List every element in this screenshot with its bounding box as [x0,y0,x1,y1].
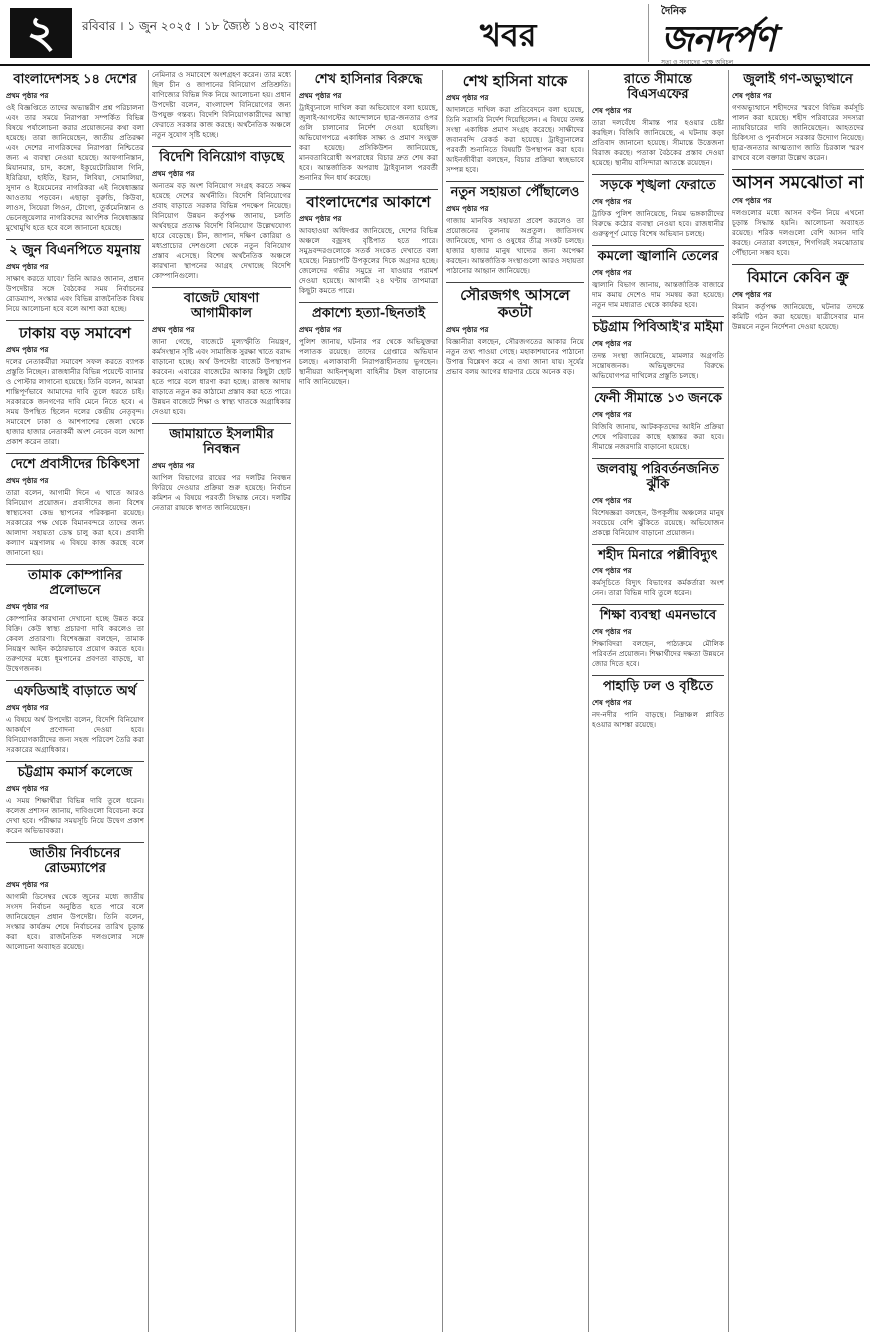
article-kicker: শেষ পৃষ্ঠার পর [592,628,632,637]
article-body: পুলিশ জানায়, ঘটনার পর থেকে অভিযুক্তরা পলাতক রয়েছে। তাদের গ্রেপ্তারে অভিযান চলছে। এলাকাবাসী নিরাপত্তাহীনতায় ভুগছেন। স্থানীয়রা আইনশৃঙ্খলা বাহিনীর টহল বাড়ানোর দাবি জানিয়েছেন। [299,337,438,387]
article-divider [6,320,144,321]
column-2 [152,70,291,1335]
article-kicker: প্রথম পৃষ্ঠার পর [299,326,342,335]
news-article [592,179,724,239]
column-rule [148,70,149,1332]
article-divider [6,564,144,565]
article-kicker: প্রথম পৃষ্ঠার পর [446,94,489,103]
news-article [592,392,724,452]
article-kicker: প্রথম পৃষ্ঠার পর [6,262,49,271]
article-body: অন্যতম বড় অংশ বিনিয়োগ সংগ্রহ করতে সক্ষম হয়েছে দেশের অর্থনীতি। বিদেশি বিনিয়োগের প্রবাহ বাড়াতে সরকার বিভিন্ন পদক্ষেপ নিয়েছে। বিনিয়োগ উন্নয়ন কর্তৃপক্ষ জানায়, চলতি অর্থবছরে প্রত্যক্ষ বিদেশি বিনিয়োগ উল্লেখযোগ্য হারে বেড়েছে। চীন, জাপান, দক্ষিণ কোরিয়া ও মধ্যপ্রাচ্যের দেশগুলো থেকে নতুন বিনিয়োগ প্রস্তাব এসেছে। বিশেষ অর্থনৈতিক অঞ্চলে কারখানা স্থাপনের আগ্রহ দেখাচ্ছে বিদেশি কোম্পানিগুলো। [152,180,291,280]
article-divider [592,174,724,175]
article-divider [592,387,724,388]
article-divider [446,282,584,283]
article-body: এ বিষয়ে অর্থ উপদেষ্টা বলেন, বিদেশি বিনিয়োগ আকর্ষণে প্রণোদনা দেওয়া হবে। বিনিয়োগকারীদের জন্য সহজ পরিবেশ তৈরি করা সরকারের অগ্রাধিকার। [6,714,144,754]
news-article [446,73,584,175]
article-headline[interactable]: রাতে সীমান্তে বিএসএফের [624,72,692,102]
logo-tag: সত্য ও সংবাদের পক্ষে অবিচল [661,59,734,66]
article-kicker: প্রথম পৃষ্ঠার পর [6,477,49,486]
news-article [152,428,291,513]
article-body: নেমিনার ও সমাবেশে অংশগ্রহণ করেন। তার মধ্যে ছিল চীন ও জাপানের বিনিয়োগ প্রতিশ্রুতি। বাণিজ্যের বিভিন্ন দিক নিয়ে আলোচনা হয়। প্রধান উপদেষ্টা বলেন, বাংলাদেশ বিনিয়োগের জন্য উপযুক্ত গন্তব্য। বিদেশি বিনিয়োগকারীদের আস্থা ফেরাতে সরকার কাজ করছে। অর্থনৈতিক অঞ্চলে নতুন সুযোগ সৃষ্টি হচ্ছে। [152,70,291,139]
article-headline[interactable]: ঢাকায় বড় সমাবেশ [19,323,131,342]
news-article [152,292,291,417]
article-kicker: শেষ পৃষ্ঠার পর [592,410,632,419]
article-kicker: প্রথম পৃষ্ঠার পর [152,461,195,470]
article-headline[interactable]: সৌরজগৎ আসলে কতটা [460,286,570,322]
article-kicker: শেষ পৃষ্ঠার পর [732,197,772,206]
article-kicker: শেষ পৃষ্ঠার পর [592,106,632,115]
news-article [732,174,864,259]
article-body: গাজায় মানবিক সহায়তা প্রবেশ করলেও তা প্রয়োজনের তুলনায় অপ্রতুল। জাতিসংঘ জানিয়েছে, খাদ্য ও ওষুধের তীব্র সংকট চলছে। হাজার হাজার মানুষ খাদ্যের জন্য অপেক্ষা করছেন। আন্তর্জাতিক সংস্থাগুলো আরও সহায়তা পাঠানোর আহ্বান জানিয়েছে। [446,216,584,276]
article-headline[interactable]: আসন সমঝোতা না [732,172,864,193]
article-body: তদন্ত সংস্থা জানিয়েছে, মামলার অগ্রগতি সন্তোষজনক। অভিযুক্তদের বিরুদ্ধে অভিযোগপত্র দাখিলের প্রস্তুতি চলছে। [592,350,724,380]
news-article [446,186,584,276]
article-headline[interactable]: প্রকাশ্যে হত্যা-ছিনতাই [312,306,425,322]
article-body: বিজিবি জানায়, আটককৃতদের আইনি প্রক্রিয়া শেষে পরিবারের কাছে হস্তান্তর করা হবে। সীমান্তে নজরদারি বাড়ানো হয়েছে। [592,421,724,451]
dateline: রবিবার । ১ জুন ২০২৫ । ১৮ জ্যৈষ্ঠ ১৪৩২ বাংলা [82,19,317,33]
news-article [6,458,144,558]
article-kicker: প্রথম পৃষ্ঠার পর [299,91,342,100]
news-article [592,463,724,538]
news-article [152,70,291,140]
article-body: কর্মসূচিতে বিদ্যুৎ বিভাগের কর্মকর্তারা অংশ নেন। তারা বিভিন্ন দাবি তুলে ধরেন। [592,578,724,598]
article-body: জানা গেছে, বাজেটে মূল্যস্ফীতি নিয়ন্ত্রণ, কর্মসংস্থান সৃষ্টি এবং সামাজিক সুরক্ষা খাতে বরাদ্দ বাড়ানো হচ্ছে। অর্থ উপদেষ্টা বাজেট উপস্থাপন করবেন। এবারের বাজেটের আকার কিছুটা ছোট হতে পারে বলে ধারণা করা হচ্ছে। রাজস্ব আদায় বাড়াতে নতুন কর কাঠামো প্রস্তাব করা হতে পারে। উন্নয়ন বাজেটে শিক্ষা ও স্বাস্থ্য খাতকে অগ্রাধিকার দেওয়া হবে। [152,336,291,416]
news-article [6,73,144,233]
article-headline[interactable]: শেখ হাসিনার বিরুদ্ধে [314,72,423,87]
article-body: বিমান কর্তৃপক্ষ জানিয়েছে, ঘটনার তদন্তে কমিটি গঠন করা হয়েছে। যাত্রীসেবার মান উন্নয়নে নতুন নির্দেশনা দেওয়া হয়েছে। [732,301,864,331]
section-name: খবর [480,16,537,54]
logo-main: জনদর্পণ [661,18,775,60]
article-body: আগামী ডিসেম্বর থেকে জুনের মধ্যে জাতীয় সংসদ নির্বাচন অনুষ্ঠিত হতে পারে বলে জানিয়েছেন প্রধান উপদেষ্টা। তিনি বলেন, সংস্কার কার্যক্রম শেষে নির্বাচনের তারিখ চূড়ান্ত করা হবে। রাজনৈতিক দলগুলোর সঙ্গে আলোচনা অব্যাহত রয়েছে। [6,891,144,951]
news-article [592,680,724,730]
logo-small: দৈনিক [661,6,687,17]
article-kicker: শেষ পৃষ্ঠার পর [592,197,632,206]
article-divider [6,761,144,762]
article-kicker: প্রথম পৃষ্ঠার পর [6,703,49,712]
news-article [299,307,438,387]
column-rule [442,70,443,1332]
news-article [299,73,438,183]
article-kicker: শেষ পৃষ্ঠার পর [592,699,632,708]
article-headline[interactable]: দেশে প্রবাসীদের চিকিৎসা [10,457,140,473]
article-body: কোম্পানির কারখানা দেখানো হচ্ছে উন্নত করে বিক্রি। কেউ স্বাস্থ্য প্রচারণা দাবি করলেও তা কেবল প্রতারণা। বিশেষজ্ঞরা বলছেন, তামাক নিয়ন্ত্রণ আইন কঠোরভাবে প্রয়োগ করতে হবে। তরুণদের মধ্যে ধূমপানের প্রবণতা বাড়ছে, যা উদ্বেগজনক। [6,613,144,673]
article-body: গণঅভ্যুত্থানে শহীদদের স্মরণে বিভিন্ন কর্মসূচি পালন করা হয়েছে। শহীদ পরিবারের সদস্যরা ন্যায়বিচারের দাবি জানিয়েছেন। আহতদের চিকিৎসা ও পুনর্বাসনে সরকার উদ্যোগ নিয়েছে। ছাত্র-জনতার আত্মত্যাগ জাতি চিরকাল স্মরণ রাখবে বলে বক্তারা উল্লেখ করেন। [732,102,864,162]
article-kicker: শেষ পৃষ্ঠার পর [732,91,772,100]
article-kicker: শেষ পৃষ্ঠার পর [592,567,632,576]
article-headline[interactable]: পাহাড়ি ঢল ও বৃষ্টিতে [602,679,714,695]
article-divider [592,604,724,605]
article-headline[interactable]: শেখ হাসিনা যাকে [462,72,568,90]
news-article [732,269,864,331]
article-kicker: শেষ পৃষ্ঠার পর [732,290,772,299]
article-divider [152,146,291,147]
article-body: জ্বালানি বিভাগ জানায়, আন্তর্জাতিক বাজারে দাম কমায় দেশেও দাম সমন্বয় করা হয়েছে। নতুন দাম মধ্যরাত থেকে কার্যকর হবে। [592,279,724,309]
column-6 [732,70,864,1335]
article-headline[interactable]: বিমানে কেবিন ক্রু [747,268,849,287]
article-body: ওই বিজ্ঞপ্তিতে তাদের অভ্যন্তরীণ প্রশ্ন পরিচালনা এবং তার সময়ে নিরাপত্তা সম্পর্কিত বিভিন্ন বিষয়ে পর্যালোচনা করার প্রয়োজনের কথা বলা হয়েছে। তারা জানিয়েছেন, জাতীয় প্রতিরক্ষা এবং দেশের নাগরিকদের নিরাপত্তা নিশ্চিতের জন্য এ ব্যবস্থা নেওয়া হয়েছে। আফগানিস্তান, মিয়ানমার, চাদ, কঙ্গো, ইকুয়েটোরিয়াল গিনি, ইরিত্রিয়া, হাইতি, ইরান, লিবিয়া, সোমালিয়া, সুদান ও ইয়েমেনের নাগরিকরা এই নিষেধাজ্ঞার আওতায় পড়বেন। এছাড়া বুরুন্ডি, কিউবা, লাওস, সিয়েরা লিওন, টোগো, তুর্কমেনিস্তান ও ভেনেজুয়েলার নাগরিকদের আংশিক নিষেধাজ্ঞার মুখোমুখি হতে হবে বলে জানানো হয়েছে। [6,102,144,232]
article-divider [592,458,724,459]
article-body: নদ-নদীর পানি বাড়ছে। নিম্নাঞ্চল প্লাবিত হওয়ার আশঙ্কা রয়েছে। [592,710,724,730]
article-body: দলগুলোর মধ্যে আসন বণ্টন নিয়ে এখনো চূড়ান্ত সিদ্ধান্ত হয়নি। আলোচনা অব্যাহত রয়েছে। শরিক দলগুলো বেশি আসন দাবি করছে। নেতারা বলছেন, শিগগিরই সমঝোতায় পৌঁছানো সম্ভব হবে। [732,208,864,258]
news-article [592,250,724,310]
article-divider [6,680,144,681]
article-body: শিক্ষাবিদরা বলছেন, পাঠ্যক্রমে মৌলিক পরিবর্তন প্রয়োজন। শিক্ষার্থীদের দক্ষতা উন্নয়নে জোর দিতে হবে। [592,639,724,669]
article-headline[interactable]: ২ জুন বিএনপিতে যমুনায় [9,242,141,258]
news-article [592,549,724,599]
article-body: তারা দলবেঁধে সীমান্ত পার হওয়ার চেষ্টা করছিল। বিজিবি জানিয়েছে, এ ঘটনায় কড়া প্রতিবাদ জানানো হয়েছে। সীমান্তে উত্তেজনা বিরাজ করছে। পতাকা বৈঠকের প্রস্তাব দেওয়া হয়েছে। স্থানীয় বাসিন্দারা আতঙ্কে রয়েছেন। [592,117,724,167]
article-headline[interactable]: শহীদ মিনারে পল্লীবিদ্যুৎ [598,547,718,563]
page-number: ২ [10,8,72,58]
article-headline[interactable]: নতুন সহায়তা পৌঁছালেও [450,185,580,201]
article-divider [299,189,438,190]
article-divider [152,423,291,424]
article-kicker: শেষ পৃষ্ঠার পর [592,496,632,505]
masthead [0,0,870,66]
article-headline[interactable]: কমলো জ্বালানি তেলের [597,248,719,264]
article-divider [446,181,584,182]
article-divider [152,287,291,288]
article-body: বিজ্ঞানীরা বলছেন, সৌরজগতের আকার নিয়ে নতুন তথ্য পাওয়া গেছে। মহাকাশযানের পাঠানো উপাত্ত বিশ্লেষণ করে এ তথ্য জানা যায়। সূর্যের প্রভাব বলয় আগের ধারণার চেয়ে অনেক বড়। [446,336,584,376]
news-article [6,847,144,952]
article-kicker: শেষ পৃষ্ঠার পর [592,339,632,348]
column-rule [295,70,296,1332]
article-divider [299,302,438,303]
article-divider [732,169,864,170]
column-3 [299,70,438,1335]
article-divider [592,544,724,545]
article-headline[interactable]: চট্টগ্রাম কমার্স কলেজে [17,764,133,780]
news-article [152,151,291,281]
article-headline[interactable]: জাতীয় নির্বাচনের রোডম্যাপের [29,845,121,876]
news-article [592,609,724,669]
news-article [592,321,724,381]
news-article [6,685,144,755]
article-kicker: প্রথম পৃষ্ঠার পর [299,215,342,224]
article-headline[interactable]: বাজেট ঘোষণা আগামীকাল [183,290,260,321]
article-body: দলের নেতাকর্মীরা সমাবেশ সফল করতে ব্যাপক প্রস্তুতি নিচ্ছেন। রাজধানীর বিভিন্ন পয়েন্টে ব্যানার ও পোস্টার লাগানো হয়েছে। তিনি বলেন, আমরা শান্তিপূর্ণভাবে আমাদের দাবি তুলে ধরতে চাই। সরকারকে জনগণের দাবি মেনে নিতে হবে। এ সময় উপস্থিত ছিলেন দলের কেন্দ্রীয় নেতৃবৃন্দ। সমাবেশে ঢাকা ও আশপাশের জেলা থেকে হাজার হাজার নেতাকর্মী অংশ নেবেন বলে আশা প্রকাশ করেন তারা। [6,357,144,447]
article-headline[interactable]: সড়কে শৃঙ্খলা ফেরাতে [600,177,716,193]
news-article [6,766,144,836]
article-headline[interactable]: জলবায়ু পরিবর্তনজনিত ঝুঁকি [597,461,719,492]
article-headline[interactable]: বিদেশি বিনিয়োগ বাড়ছে [159,150,284,165]
news-article [6,325,144,447]
column-rule [588,70,589,1332]
article-body: সাক্ষাৎ করতে যাবে।' তিনি আরও জানান, প্রধান উপদেষ্টার সঙ্গে বৈঠকের সময় নির্বাচনের রোডম্যাপ, সংস্কার এবং বিভিন্ন রাজনৈতিক বিষয় নিয়ে আলোচনা হবে বলে আশা করা হচ্ছে। [6,273,144,313]
article-headline[interactable]: তামাক কোম্পানির প্রলোভনে [28,568,122,598]
news-article [592,73,724,168]
news-article [446,287,584,377]
article-divider [592,245,724,246]
article-kicker: প্রথম পৃষ্ঠার পর [152,169,195,178]
article-divider [592,675,724,676]
article-divider [6,239,144,240]
article-body: ট্রাইব্যুনালে দাখিল করা অভিযোগে বলা হয়েছে, জুলাই-আগস্টের আন্দোলনে ছাত্র-জনতার ওপর গুলি চালানোর নির্দেশ দেওয়া হয়েছিল। অভিযোগপত্রে একাধিক সাক্ষ্য ও প্রমাণ সংযুক্ত করা হয়েছে। প্রসিকিউশন জানিয়েছে, মানবতাবিরোধী অপরাধের বিচার দ্রুত শেষ করা হবে। আন্তর্জাতিক অপরাধ ট্রাইব্যুনাল পরবর্তী শুনানির দিন ধার্য করেছে। [299,102,438,182]
article-kicker: প্রথম পৃষ্ঠার পর [152,325,195,334]
article-body: আদালতে দাখিল করা প্রতিবেদনে বলা হয়েছে, তিনি সরাসরি নির্দেশ দিয়েছিলেন। এ বিষয়ে তদন্ত সংস্থা একাধিক প্রমাণ সংগ্রহ করেছে। সাক্ষীদের জবানবন্দি রেকর্ড করা হয়েছে। ট্রাইব্যুনালের পরবর্তী শুনানিতে বিষয়টি উপস্থাপন করা হবে। আইনজীবীরা বলছেন, বিচার প্রক্রিয়া স্বচ্ছভাবে সম্পন্ন হবে। [446,105,584,175]
article-headline[interactable]: এফডিআই বাড়াতে অর্থ [13,683,137,699]
article-kicker: প্রথম পৃষ্ঠার পর [6,346,49,355]
article-kicker: প্রথম পৃষ্ঠার পর [6,602,49,611]
article-body: এ সময় শিক্ষার্থীরা বিভিন্ন দাবি তুলে ধরেন। কলেজ প্রশাসন জানায়, দাবিগুলো বিবেচনা করে দেখা হবে। পরীক্ষার সময়সূচি নিয়ে উদ্বেগ প্রকাশ করেন অভিভাবকরা। [6,795,144,835]
news-article [732,73,864,163]
article-divider [592,316,724,317]
news-article [6,569,144,674]
article-kicker: প্রথম পৃষ্ঠার পর [6,880,49,889]
article-headline[interactable]: জুলাই গণ-অভ্যুত্থানে [743,72,853,87]
article-kicker: প্রথম পৃষ্ঠার পর [446,205,489,214]
article-headline[interactable]: চট্টগ্রাম পিবিআই'র মাইমা [592,319,724,335]
article-headline[interactable]: জামায়াতে ইসলামীর নিবন্ধন [169,426,274,457]
article-kicker: প্রথম পৃষ্ঠার পর [446,325,489,334]
article-divider [732,264,864,265]
article-headline[interactable]: বাংলাদেশের আকাশে [306,192,431,211]
article-headline[interactable]: শিক্ষা ব্যবস্থা এমনভাবে [599,608,717,624]
column-5 [592,70,724,1335]
article-kicker: শেষ পৃষ্ঠার পর [592,268,632,277]
article-body: আবহাওয়া অধিদপ্তর জানিয়েছে, দেশের বিভিন্ন অঞ্চলে বজ্রসহ বৃষ্টিপাত হতে পারে। সমুদ্রবন্দরগুলোকে সতর্ক সংকেত দেখাতে বলা হয়েছে। নিম্নচাপটি উপকূলের দিকে অগ্রসর হচ্ছে। জেলেদের গভীর সমুদ্রে না যাওয়ার পরামর্শ দেওয়া হয়েছে। আগামী ২৪ ঘণ্টায় তাপমাত্রা কিছুটা কমতে পারে। [299,226,438,296]
news-article [299,194,438,296]
article-headline[interactable]: ফেনী সীমান্তে ১৩ জনকে [594,390,722,406]
column-1 [6,70,144,1335]
article-divider [6,453,144,454]
article-divider [6,842,144,843]
article-body: ট্রাফিক পুলিশ জানিয়েছে, নিয়ম ভঙ্গকারীদের বিরুদ্ধে কঠোর ব্যবস্থা নেওয়া হবে। রাজধানীর গুরুত্বপূর্ণ মোড়ে বিশেষ অভিযান চলছে। [592,208,724,238]
article-body: তারা বলেন, আগামী দিনে এ খাতে আরও বিনিয়োগ প্রয়োজন। প্রবাসীদের জন্য বিশেষ স্বাস্থ্যসেবা কেন্দ্র স্থাপনের পরিকল্পনা রয়েছে। সরকারের পক্ষ থেকে বিমানবন্দরে তাদের জন্য আলাদা সহায়তা ডেস্ক চালু করা হবে। প্রবাসী কল্যাণ মন্ত্রণালয় এ বিষয়ে কাজ করছে বলে জানানো হয়। [6,488,144,558]
article-body: বিশেষজ্ঞরা বলছেন, উপকূলীয় অঞ্চলের মানুষ সবচেয়ে বেশি ঝুঁকিতে রয়েছে। অভিযোজন প্রকল্পে বিনিয়োগ বাড়ানো প্রয়োজন। [592,507,724,537]
news-article [6,244,144,314]
article-kicker: প্রথম পৃষ্ঠার পর [6,91,49,100]
column-rule [728,70,729,1332]
newspaper-logo [648,4,862,66]
article-body: আপিল বিভাগের রায়ের পর দলটির নিবন্ধন ফিরিয়ে দেওয়ার প্রক্রিয়া শুরু হয়েছে। নির্বাচন কমিশন এ বিষয়ে পরবর্তী সিদ্ধান্ত নেবে। দলটির নেতারা রায়কে স্বাগত জানিয়েছেন। [152,472,291,512]
article-kicker: প্রথম পৃষ্ঠার পর [6,784,49,793]
column-4 [446,70,584,1335]
article-headline[interactable]: বাংলাদেশসহ ১৪ দেশের [13,72,137,87]
